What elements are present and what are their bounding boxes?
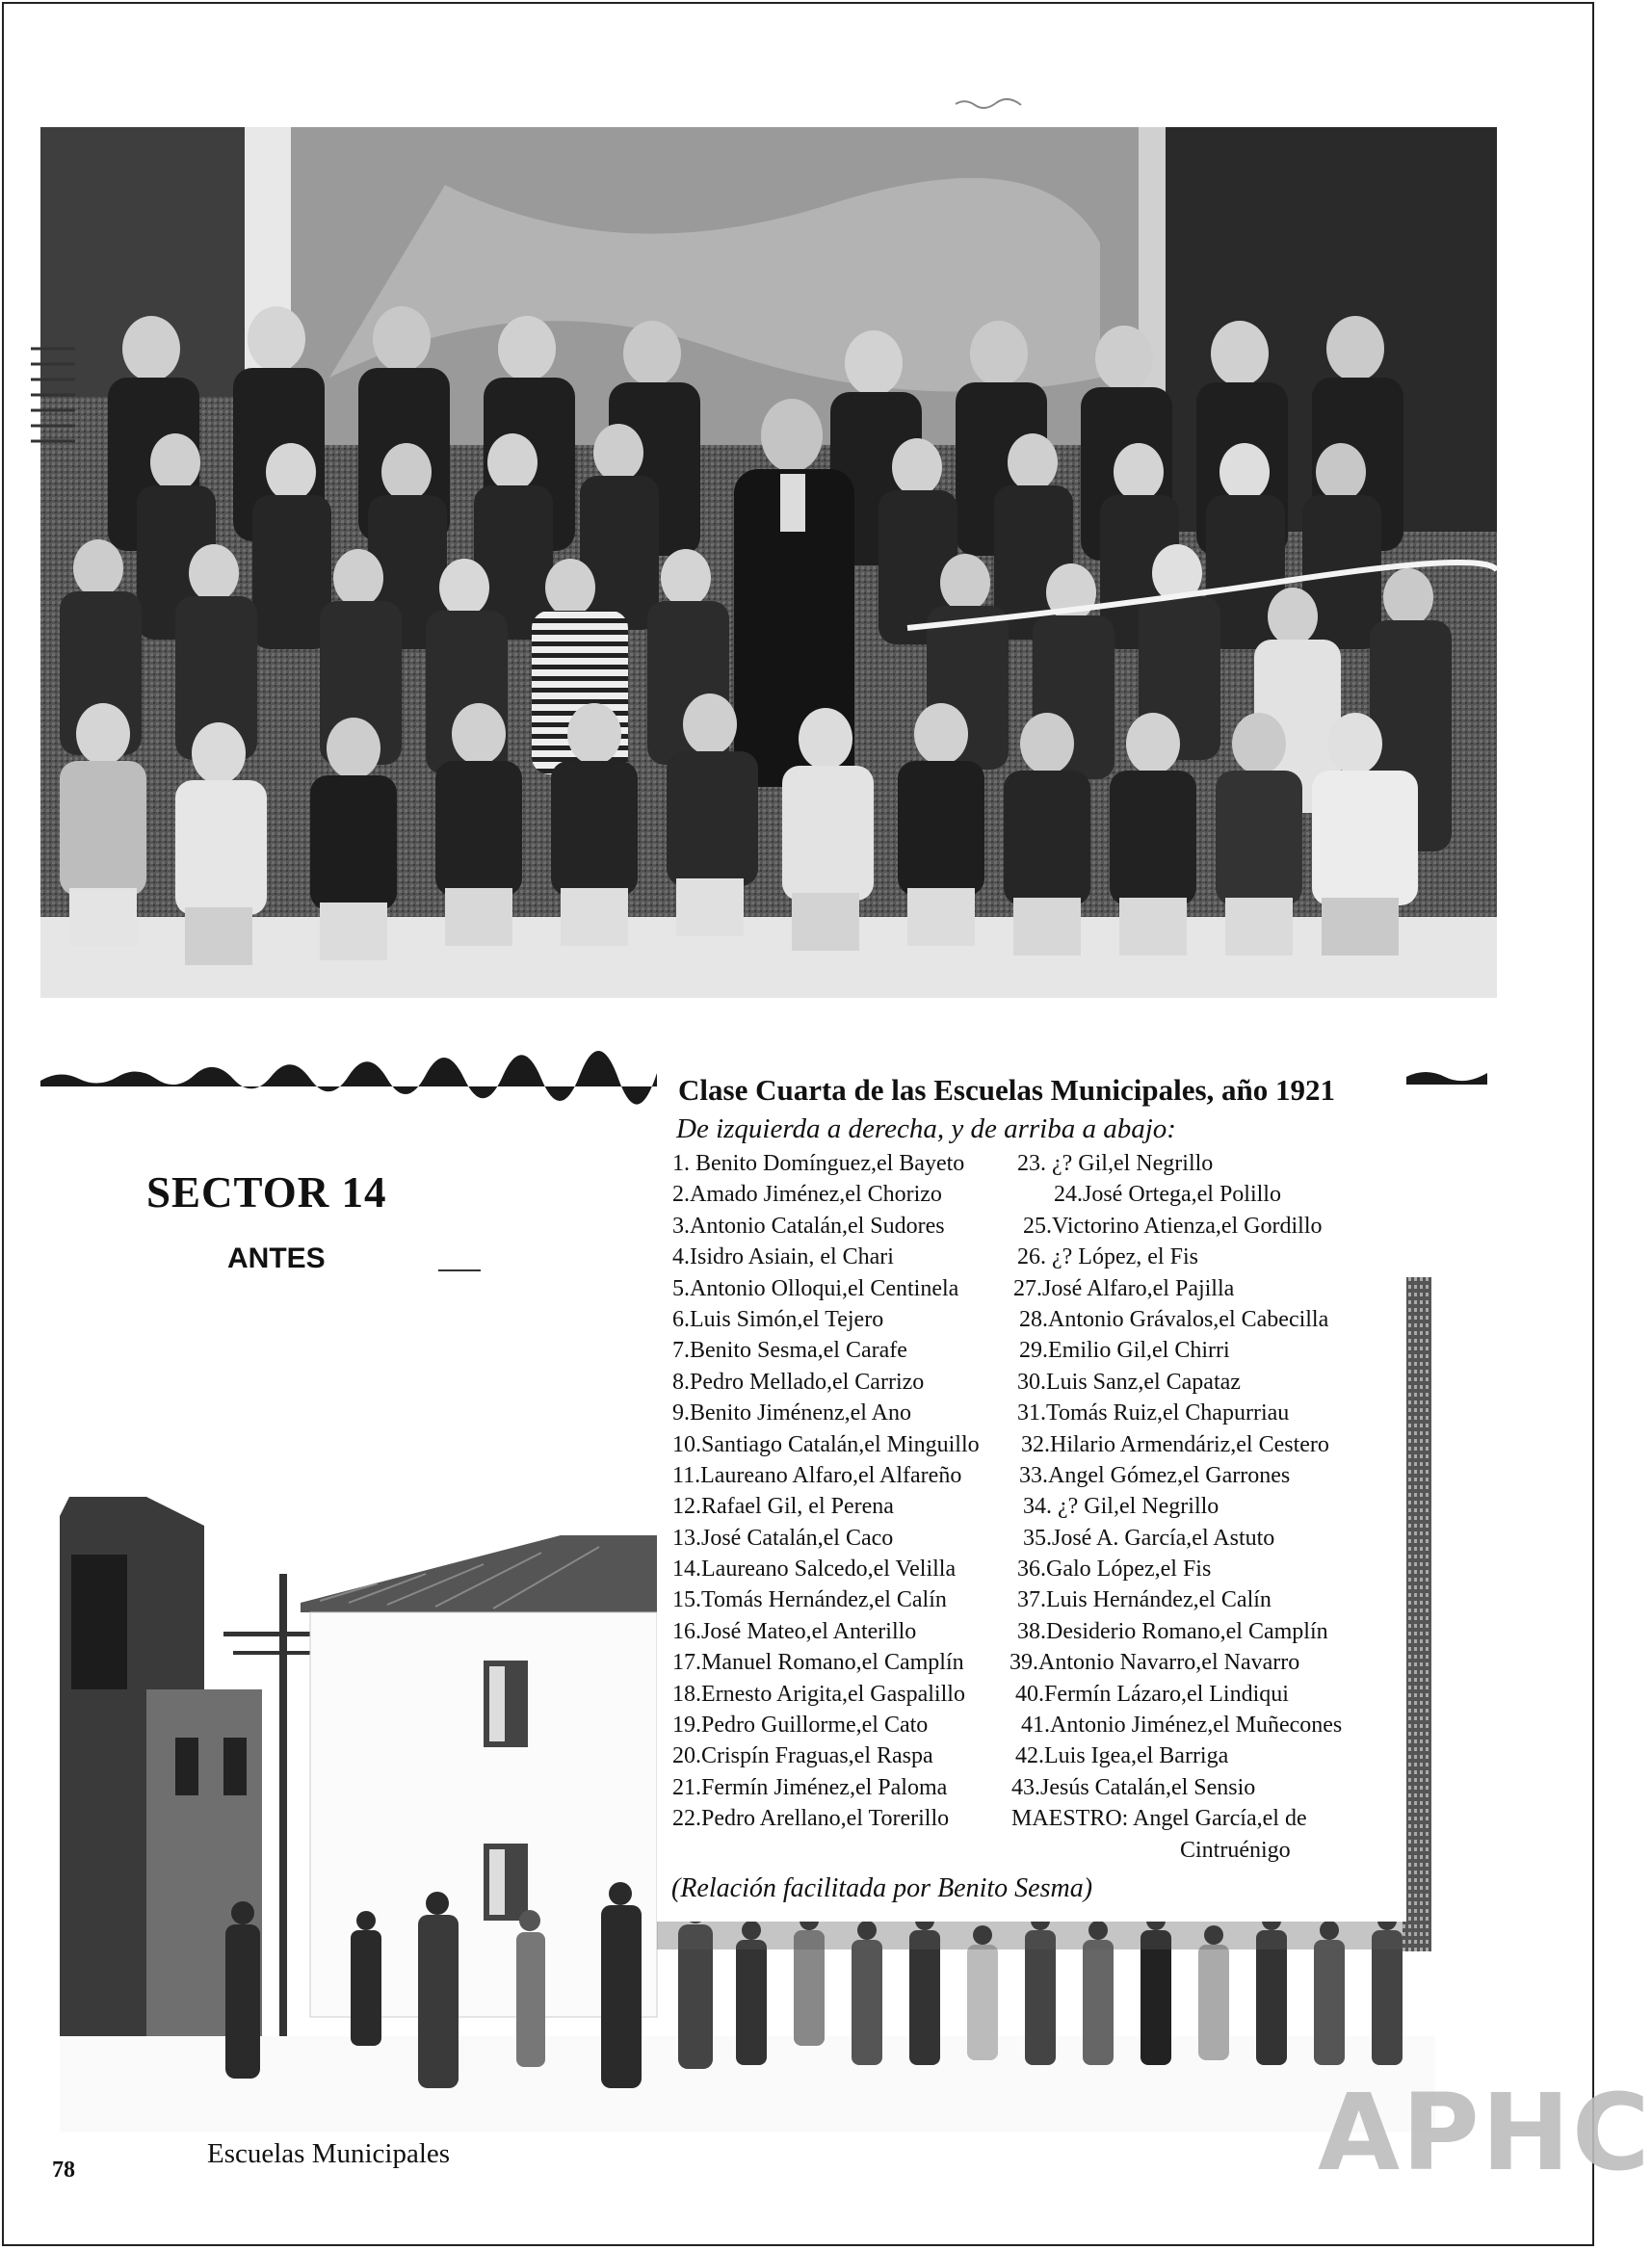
name-left: 14.Laureano Salcedo,el Velilla xyxy=(672,1557,957,1583)
name-left: 15.Tomás Hernández,el Calín xyxy=(672,1587,947,1613)
name-left: 19.Pedro Guillorme,el Cato xyxy=(672,1713,929,1739)
name-right: 28.Antonio Grávalos,el Cabecilla xyxy=(1019,1306,1329,1332)
name-right: 39.Antonio Navarro,el Navarro xyxy=(1010,1650,1300,1676)
name-left: 12.Rafael Gil, el Perena xyxy=(672,1494,894,1520)
name-left: 6.Luis Simón,el Tejero xyxy=(672,1306,884,1332)
caption-title: Clase Cuarta de las Escuelas Municipales, año 1921 xyxy=(678,1073,1336,1107)
name-left: 18.Ernesto Arigita,el Gaspalillo xyxy=(672,1681,965,1707)
divider xyxy=(438,1269,481,1271)
name-left: 10.Santiago Catalán,el Minguillo xyxy=(672,1431,980,1457)
name-left: 9.Benito Jiménenz,el Ano xyxy=(672,1400,911,1426)
name-left: 4.Isidro Asiain, el Chari xyxy=(672,1244,894,1270)
torn-edge-right xyxy=(1406,1067,1487,1086)
name-left: 8.Pedro Mellado,el Carrizo xyxy=(672,1369,925,1395)
name-right: Cintruénigo xyxy=(1180,1837,1291,1863)
name-right: 38.Desiderio Romano,el Camplín xyxy=(1017,1618,1328,1644)
credit-line: (Relación facilitada por Benito Sesma) xyxy=(671,1873,1093,1903)
class-photo xyxy=(40,127,1497,998)
name-right: 30.Luis Sanz,el Capataz xyxy=(1017,1369,1241,1395)
torn-edge-left xyxy=(40,1067,657,1086)
name-right: 27.José Alfaro,el Pajilla xyxy=(1013,1275,1235,1301)
scan-lines xyxy=(29,347,77,453)
name-left: 21.Fermín Jiménez,el Paloma xyxy=(672,1774,948,1800)
name-right: 35.José A. García,el Astuto xyxy=(1023,1525,1275,1551)
name-right: 26. ¿? López, el Fis xyxy=(1017,1244,1198,1270)
name-right: 33.Angel Gómez,el Garrones xyxy=(1019,1462,1291,1488)
page-number: 78 xyxy=(52,2158,75,2183)
name-right: 23. ¿? Gil,el Negrillo xyxy=(1017,1151,1214,1176)
name-right: 37.Luis Hernández,el Calín xyxy=(1017,1587,1272,1613)
caption-subtitle: De izquierda a derecha, y de arriba a abajo: xyxy=(676,1113,1176,1144)
name-right: 24.José Ortega,el Polillo xyxy=(1054,1182,1281,1208)
name-right: 34. ¿? Gil,el Negrillo xyxy=(1023,1494,1219,1520)
name-right: 25.Victorino Atienza,el Gordillo xyxy=(1023,1213,1323,1239)
name-right: 31.Tomás Ruiz,el Chapurriau xyxy=(1017,1400,1290,1426)
scan-mark xyxy=(954,96,1031,110)
name-left: 20.Crispín Fraguas,el Raspa xyxy=(672,1743,933,1769)
name-left: 11.Laureano Alfaro,el Alfareño xyxy=(672,1462,962,1488)
name-right: 42.Luis Igea,el Barriga xyxy=(1015,1743,1229,1769)
name-right: 40.Fermín Lázaro,el Lindiqui xyxy=(1015,1681,1289,1707)
name-left: 2.Amado Jiménez,el Chorizo xyxy=(672,1182,942,1208)
sector-subtitle: ANTES xyxy=(227,1243,326,1274)
name-right: 36.Galo López,el Fis xyxy=(1017,1557,1212,1583)
name-left: 16.José Mateo,el Anterillo xyxy=(672,1618,917,1644)
sector-title: SECTOR 14 xyxy=(146,1168,387,1217)
name-left: 17.Manuel Romano,el Camplín xyxy=(672,1650,964,1676)
name-right: 29.Emilio Gil,el Chirri xyxy=(1019,1338,1230,1364)
name-left: 3.Antonio Catalán,el Sudores xyxy=(672,1213,945,1239)
watermark: APHC xyxy=(1318,2071,1652,2194)
name-left: 22.Pedro Arellano,el Torerillo xyxy=(672,1806,950,1832)
photo-caption: Escuelas Municipales xyxy=(207,2138,451,2169)
torn-edge-strip xyxy=(1403,1277,1431,1951)
name-right: MAESTRO: Angel García,el de xyxy=(1011,1806,1307,1832)
name-right: 43.Jesús Catalán,el Sensio xyxy=(1011,1774,1256,1800)
name-left: 13.José Catalán,el Caco xyxy=(672,1525,894,1551)
name-right: 32.Hilario Armendáriz,el Cestero xyxy=(1021,1431,1329,1457)
name-left: 7.Benito Sesma,el Carafe xyxy=(672,1338,907,1364)
name-right: 41.Antonio Jiménez,el Muñecones xyxy=(1021,1713,1343,1739)
name-left: 1. Benito Domínguez,el Bayeto xyxy=(672,1151,965,1176)
name-left: 5.Antonio Olloqui,el Centinela xyxy=(672,1275,959,1301)
